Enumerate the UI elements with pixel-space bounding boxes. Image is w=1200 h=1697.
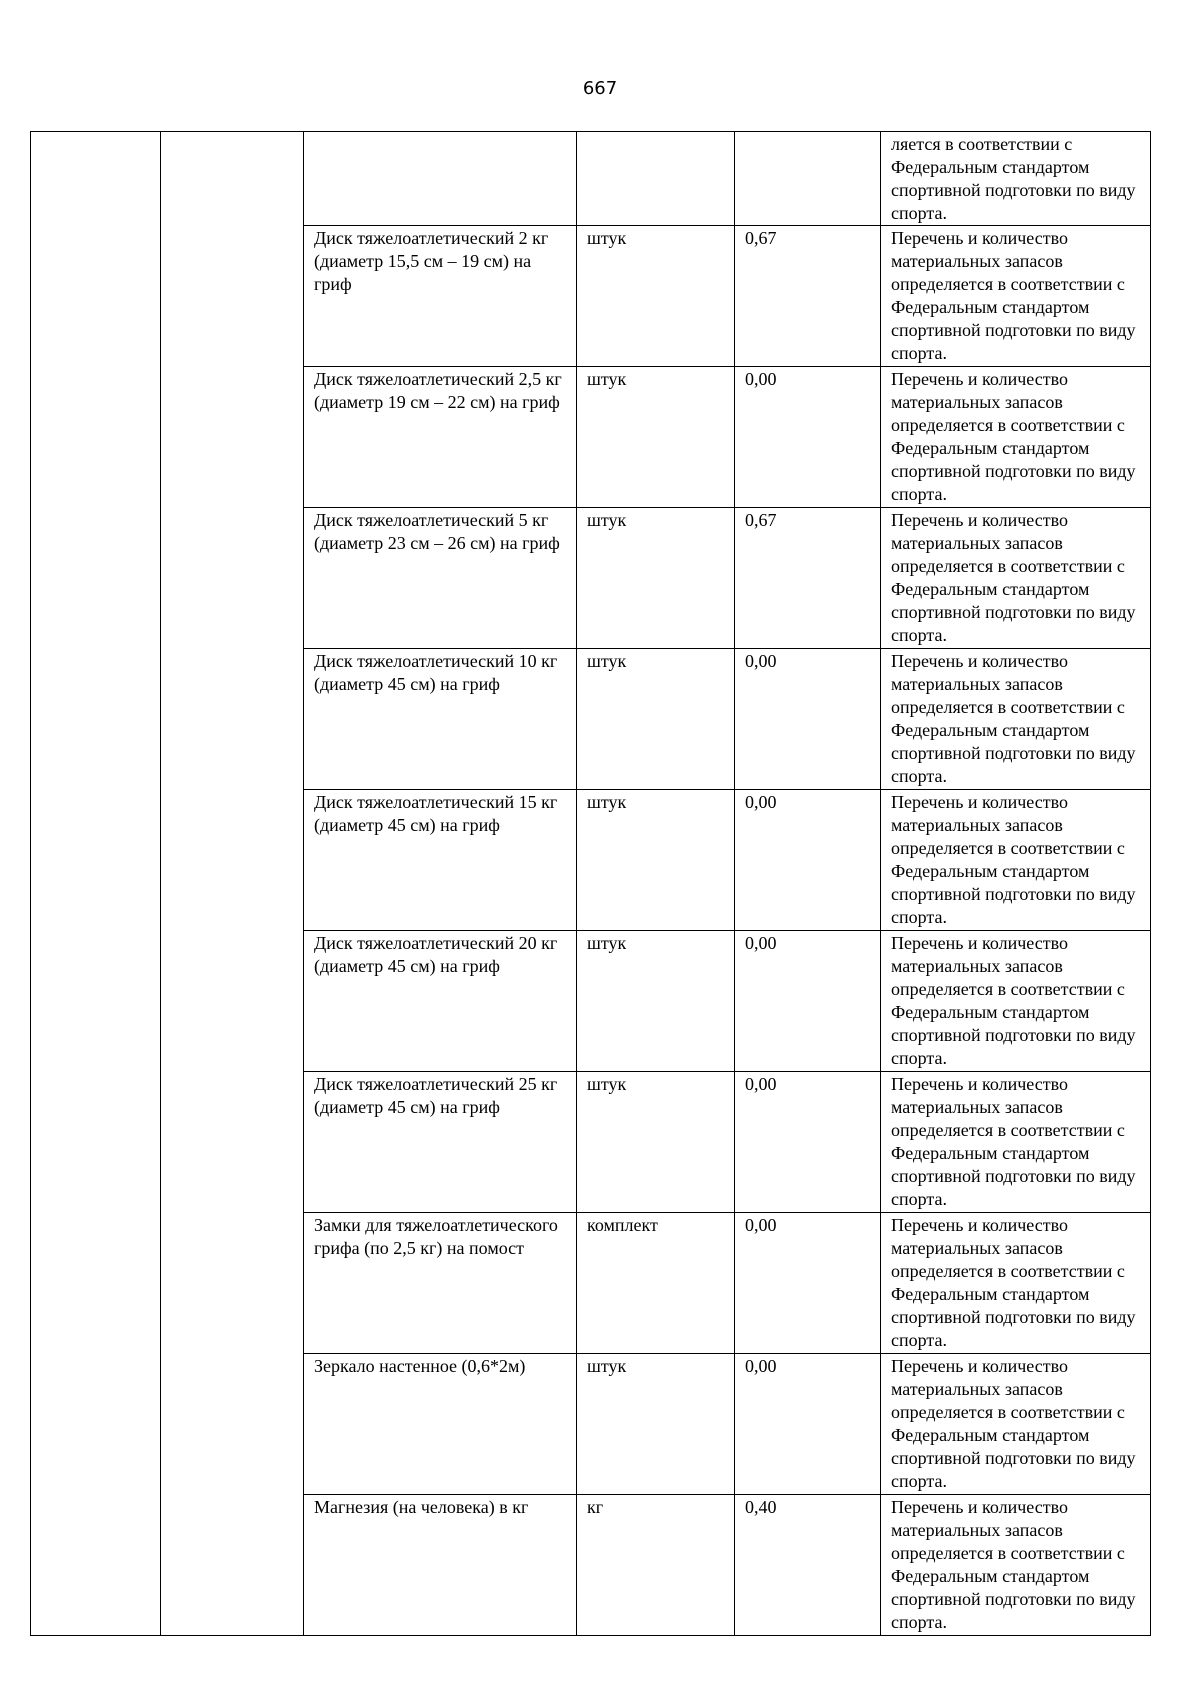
item-name-cell: Диск тяжелоатлетический 2,5 кг (диаметр 19 см – 22 см) на гриф <box>304 367 577 508</box>
merged-column-1 <box>31 132 161 1636</box>
quantity-cell: 0,00 <box>735 1213 881 1354</box>
table-row-continuation <box>31 132 1151 226</box>
unit-cell: штук <box>577 1072 735 1213</box>
quantity-cell: 0,00 <box>735 367 881 508</box>
continuation-name-cell <box>304 132 577 226</box>
continuation-unit-cell <box>577 132 735 226</box>
note-cell: Перечень и количество материальных запасов определяется в соответствии с Федеральным стандартом спортивной подготовки по виду спорта. <box>881 1072 1151 1213</box>
unit-cell: штук <box>577 508 735 649</box>
item-name-cell: Диск тяжелоатлетический 20 кг (диаметр 45 см) на гриф <box>304 931 577 1072</box>
quantity-cell: 0,00 <box>735 931 881 1072</box>
item-name-cell: Диск тяжелоатлетический 15 кг (диаметр 45 см) на гриф <box>304 790 577 931</box>
unit-cell: кг <box>577 1495 735 1636</box>
quantity-cell: 0,00 <box>735 649 881 790</box>
continuation-quantity-cell <box>735 132 881 226</box>
note-cell: Перечень и количество материальных запасов определяется в соответствии с Федеральным стандартом спортивной подготовки по виду спорта. <box>881 931 1151 1072</box>
unit-cell: штук <box>577 931 735 1072</box>
materials-table <box>30 131 1151 1636</box>
continuation-note-cell: ляется в соответствии с Федеральным стандартом спортивной подготовки по виду спорта. <box>881 132 1151 226</box>
page-number: 667 <box>582 78 618 99</box>
note-cell: Перечень и количество материальных запасов определяется в соответствии с Федеральным стандартом спортивной подготовки по виду спорта. <box>881 649 1151 790</box>
unit-cell: штук <box>577 367 735 508</box>
unit-cell: штук <box>577 790 735 931</box>
item-name-cell: Диск тяжелоатлетический 5 кг (диаметр 23 см – 26 см) на гриф <box>304 508 577 649</box>
quantity-cell: 0,67 <box>735 226 881 367</box>
materials-table-body <box>31 132 1151 1636</box>
quantity-cell: 0,40 <box>735 1495 881 1636</box>
unit-cell: штук <box>577 649 735 790</box>
quantity-cell: 0,00 <box>735 1354 881 1495</box>
note-cell: Перечень и количество материальных запасов определяется в соответствии с Федеральным стандартом спортивной подготовки по виду спорта. <box>881 790 1151 931</box>
note-cell: Перечень и количество материальных запасов определяется в соответствии с Федеральным стандартом спортивной подготовки по виду спорта. <box>881 226 1151 367</box>
quantity-cell: 0,00 <box>735 790 881 931</box>
item-name-cell: Диск тяжелоатлетический 10 кг (диаметр 45 см) на гриф <box>304 649 577 790</box>
unit-cell: штук <box>577 226 735 367</box>
item-name-cell: Замки для тяжелоатлетического грифа (по 2,5 кг) на помост <box>304 1213 577 1354</box>
unit-cell: комплект <box>577 1213 735 1354</box>
item-name-cell: Зеркало настенное (0,6*2м) <box>304 1354 577 1495</box>
merged-column-2 <box>161 132 304 1636</box>
note-cell: Перечень и количество материальных запасов определяется в соответствии с Федеральным стандартом спортивной подготовки по виду спорта. <box>881 1213 1151 1354</box>
quantity-cell: 0,00 <box>735 1072 881 1213</box>
note-cell: Перечень и количество материальных запасов определяется в соответствии с Федеральным стандартом спортивной подготовки по виду спорта. <box>881 367 1151 508</box>
note-cell: Перечень и количество материальных запасов определяется в соответствии с Федеральным стандартом спортивной подготовки по виду спорта. <box>881 1354 1151 1495</box>
unit-cell: штук <box>577 1354 735 1495</box>
item-name-cell: Диск тяжелоатлетический 2 кг (диаметр 15,5 см – 19 см) на гриф <box>304 226 577 367</box>
item-name-cell: Диск тяжелоатлетический 25 кг (диаметр 45 см) на гриф <box>304 1072 577 1213</box>
item-name-cell: Магнезия (на человека) в кг <box>304 1495 577 1636</box>
note-cell: Перечень и количество материальных запасов определяется в соответствии с Федеральным стандартом спортивной подготовки по виду спорта. <box>881 1495 1151 1636</box>
note-cell: Перечень и количество материальных запасов определяется в соответствии с Федеральным стандартом спортивной подготовки по виду спорта. <box>881 508 1151 649</box>
quantity-cell: 0,67 <box>735 508 881 649</box>
